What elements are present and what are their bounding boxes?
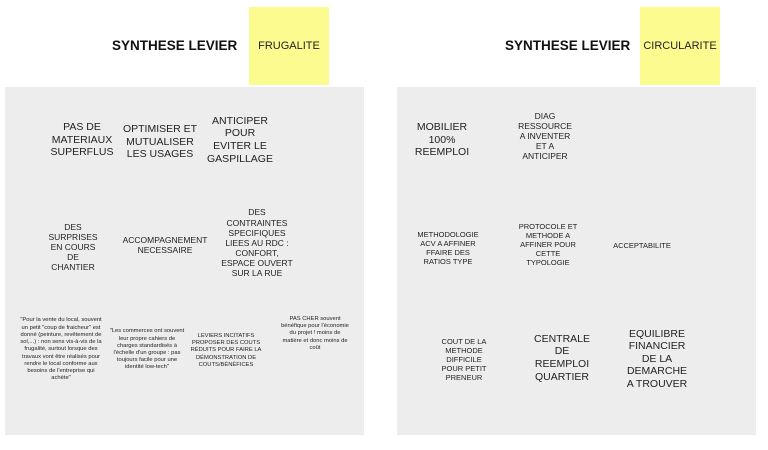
circularite-note: METHODOLOGIE ACV A AFFINER FFAIRE DES RATIOS TYPE [417,230,479,266]
frugalite-note: DES CONTRAINTES SPECIFIQUES LIEES AU RDC : CONFORT, ESPACE OUVERT SUR LA RUE [221,207,293,279]
circularite-note: COUT DE LA METHODE DIFFICILE POUR PETIT PRENEUR [441,336,487,382]
frugalite-title: SYNTHESE LEVIER [112,38,238,53]
frugalite-note: "Pour la vente du local, souvent un petit "coup de fraicheur" est donné (peinture, revêtement de sol,...) : non sens vis-à-vis de la frugalité, surtout lorsque des travaux vont être réalisés pour rendre le local conforme aux besoins de l'entreprise qui achète" [20,317,102,382]
frugalite-note: LEVIERS INCITATIFS PROPOSER DES COUTS RÉDUITS POUR FAIRE LA DÉMONSTRATION DE COUTS/BÉNÉFICES [190,332,262,368]
frugalite-note: OPTIMISER ET MUTUALISER LES USAGES [122,123,198,161]
circularite-tag: CIRCULARITE [640,7,720,85]
circularite-note: EQUILIBRE FINANCIER DE LA DEMARCHE A TROUVER [626,327,688,390]
circularite-note: PROTOCOLE ET METHODE A AFFINER POUR CETTE TYPOLOGIE [518,221,578,267]
frugalite-note: DES SURPRISES EN COURS DE CHANTIER [48,221,98,273]
circularite-note: ACCEPTABILITE [613,240,671,250]
circularite-note: MOBILIER 100% REEMPLOI [414,121,470,159]
frugalite-note: "Les commerces ont souvent leur propre cahiers de charges standardisés à l'échelle d'un groupe : pas toujours facile pour une identité low-tech" [109,328,185,371]
frugalite-note: PAS CHER souvent bénéfique pour l'économie du projet ! moins de matière et donc moins de coût [281,315,349,351]
frugalite-tag: FRUGALITE [249,7,329,85]
frugalite-note: PAS DE MATERIAUX SUPERFLUS [50,121,114,159]
frugalite-note: ACCOMPAGNEMENT NECESSAIRE [122,234,208,255]
circularite-note: DIAG RESSOURCE A INVENTER ET A ANTICIPER [518,110,572,162]
frugalite-note: ANTICIPER POUR EVITER LE GASPILLAGE [207,114,273,165]
circularite-note: CENTRALE DE REEMPLOI QUARTIER [533,332,590,383]
circularite-title: SYNTHESE LEVIER [505,38,631,53]
